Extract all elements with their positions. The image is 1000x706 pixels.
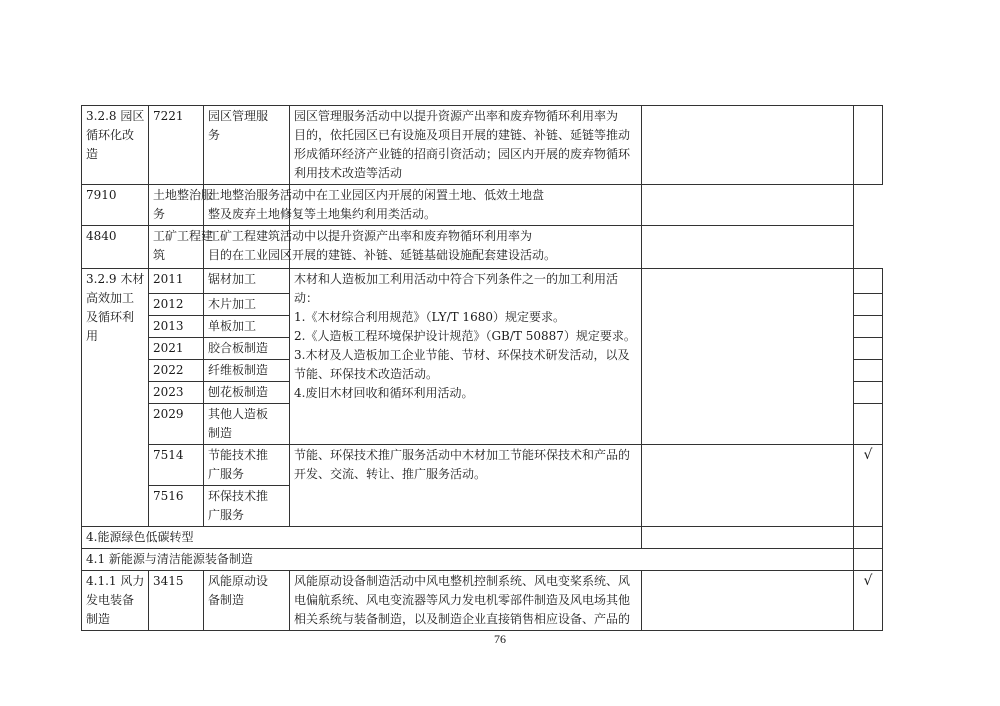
classification-table [81,105,883,631]
code-cell: 2029 [149,404,204,445]
code-cell: 2012 [149,294,204,316]
industry-name-cell: 其他人造板 制造 [204,404,290,445]
code-cell: 3415 [149,571,204,631]
industry-name-cell: 节能技术推 广服务 [204,445,290,486]
page-number: 76 [494,632,506,646]
empty-cell [642,571,854,631]
code-cell: 2023 [149,382,204,404]
description-cell: 木材和人造板加工利用活动中符合下列条件之一的加工利用活 动： 1.《木材综合利用规范》（LY/T 1680）规定要求。 2.《人造板工程环境保护设计规范》（GB/T 50887）规定要求。 3.木材及人造板加工企业节能、节材、环保技术研发活动，以及 节能、环保技术改造活动。 4.废旧木材回收和循环利用活动。 [290,269,642,445]
table-row [82,571,883,631]
table-row [82,226,883,269]
checkmark-cell: √ [854,445,883,527]
mark-cell [854,294,883,316]
code-cell: 2011 [149,269,204,294]
industry-name-cell: 园区管理服 务 [204,106,290,185]
section-row [82,549,883,571]
description-cell: 工矿工程建筑活动中以提升资源产出率和废弃物循环利用率为 目的在工业园区开展的建链、补链、延链基础设施配套建设活动。 [204,226,290,269]
mark-cell [854,549,883,571]
code-cell: 2013 [149,316,204,338]
mark-cell [854,382,883,404]
mark-cell [854,338,883,360]
mark-cell [854,360,883,382]
category-cell: 4.1.1 风力 发电装备 制造 [82,571,149,631]
industry-name-cell: 工矿工程建 筑 [149,226,204,269]
industry-name-cell: 风能原动设 备制造 [204,571,290,631]
category-cell: 3.2.9 木材 高效加工 及循环利 用 [82,269,149,527]
table-row [82,185,883,226]
industry-name-cell: 锯材加工 [204,269,290,294]
industry-name-cell: 纤维板制造 [204,360,290,382]
mark-cell [854,316,883,338]
code-cell: 7516 [149,486,204,527]
industry-name-cell: 单板加工 [204,316,290,338]
category-cell: 3.2.8 园区 循环化改 造 [82,106,149,185]
section-heading: 4.能源绿色低碳转型 [82,527,642,549]
table-row [82,269,883,294]
empty-cell [642,106,854,185]
industry-name-cell: 土地整治服 务 [149,185,204,226]
code-cell: 7221 [149,106,204,185]
code-cell: 7910 [82,185,149,226]
code-cell: 2021 [149,338,204,360]
empty-cell [642,527,854,549]
industry-name-cell: 胶合板制造 [204,338,290,360]
description-cell: 风能原动设备制造活动中风电整机控制系统、风电变桨系统、风 电偏航系统、风电变流器等风力发电机零部件制造及风电场其他 相关系统与装备制造，以及制造企业直接销售相应设备、产品的 [290,571,642,631]
mark-cell [854,527,883,549]
description-cell: 节能、环保技术推广服务活动中木材加工节能环保技术和产品的 开发、交流、转让、推广服务活动。 [290,445,642,527]
industry-name-cell: 刨花板制造 [204,382,290,404]
section-row [82,527,883,549]
section-heading: 4.1 新能源与清洁能源装备制造 [82,549,854,571]
mark-cell [642,226,854,269]
mark-cell [854,404,883,445]
table-row [82,106,883,185]
mark-cell [642,185,854,226]
mark-cell [854,269,883,294]
industry-name-cell: 环保技术推 广服务 [204,486,290,527]
empty-cell [642,445,854,527]
mark-cell [854,106,883,185]
description-cell: 园区管理服务活动中以提升资源产出率和废弃物循环利用率为 目的，依托园区已有设施及项目开展的建链、补链、延链等推动 形成循环经济产业链的招商引资活动；园区内开展的废弃物循环 利用技术改造等活动 [290,106,642,185]
table-row [82,445,883,486]
empty-cell [642,269,854,445]
code-cell: 7514 [149,445,204,486]
description-cell: 土地整治服务活动中在工业园区内开展的闲置土地、低效土地盘 整及废弃土地修复等土地集约利用类活动。 [204,185,290,226]
checkmark-cell: √ [854,571,883,631]
industry-name-cell: 木片加工 [204,294,290,316]
code-cell: 4840 [82,226,149,269]
code-cell: 2022 [149,360,204,382]
